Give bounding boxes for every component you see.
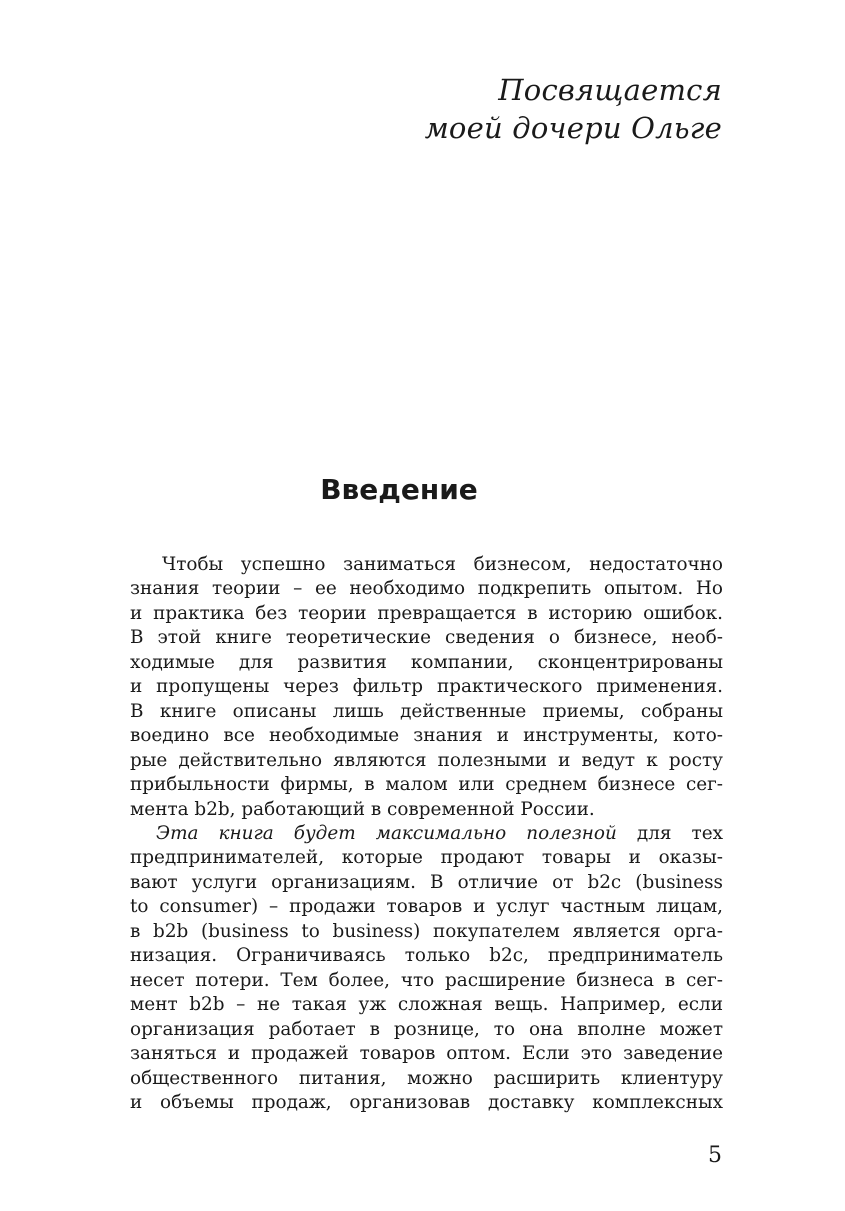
text-line: В книге описаны лишь действенные приемы, собраны: [130, 700, 723, 722]
body-text: [130, 553, 723, 1115]
text-line: и объемы продаж, организовав доставку комплексных: [130, 1091, 723, 1113]
text-line: в b2b (business to business) покупателем является орга-: [130, 920, 723, 942]
text-line: [130, 822, 723, 846]
text-line: воедино все необходимые знания и инструменты, кото-: [130, 725, 723, 747]
text-line: прибыльности фирмы, в малом или среднем бизнесе сег-: [130, 774, 723, 796]
text-line: знания теории – ее необходимо подкрепить опытом. Но: [130, 578, 723, 600]
text-line: общественного питания, можно расширить клиентуру: [130, 1067, 723, 1089]
text-line: вают услуги организациям. В отличие от b2c (business: [130, 871, 723, 893]
emphasis-text: Эта книга будет максимально полезной: [156, 822, 617, 844]
dedication: [425, 71, 722, 147]
text-line: В этой книге теоретические сведения о бизнесе, необ-: [130, 627, 723, 649]
text-line: и пропущены через фильтр практического применения.: [130, 676, 723, 698]
paragraph-1: [130, 553, 723, 822]
text-line: Чтобы успешно заниматься бизнесом, недостаточно: [162, 554, 723, 575]
page-number: 5: [708, 1143, 722, 1168]
text-line: низация. Ограничиваясь только b2c, предприниматель: [130, 945, 723, 967]
text-fragment: для тех: [636, 822, 723, 844]
text-line: рые действительно являются полезными и ведут к росту: [130, 749, 723, 771]
text-line: предпринимателей, которые продают товары и оказы-: [130, 847, 723, 869]
text-line: ходимые для развития компании, сконцентрированы: [130, 651, 723, 673]
text-line: заняться и продажей товаров оптом. Если это заведение: [130, 1043, 723, 1065]
text-line: несет потери. Тем более, что расширение бизнеса в сег-: [130, 969, 723, 991]
paragraph-2: [130, 822, 723, 1115]
text-line: to consumer) – продажи товаров и услуг частным лицам,: [130, 896, 723, 918]
dedication-line-2: моей дочери Ольге: [424, 111, 722, 145]
dedication-line-1: Посвящается: [498, 73, 722, 107]
text-line: и практика без теории превращается в историю ошибок.: [130, 602, 723, 624]
text-line: организация работает в рознице, то она вполне может: [130, 1018, 723, 1040]
text-line: мента b2b, работающий в современной России.: [130, 798, 595, 820]
chapter-heading: Введение: [320, 473, 478, 506]
text-line: мент b2b – не такая уж сложная вещь. Например, если: [130, 994, 723, 1016]
